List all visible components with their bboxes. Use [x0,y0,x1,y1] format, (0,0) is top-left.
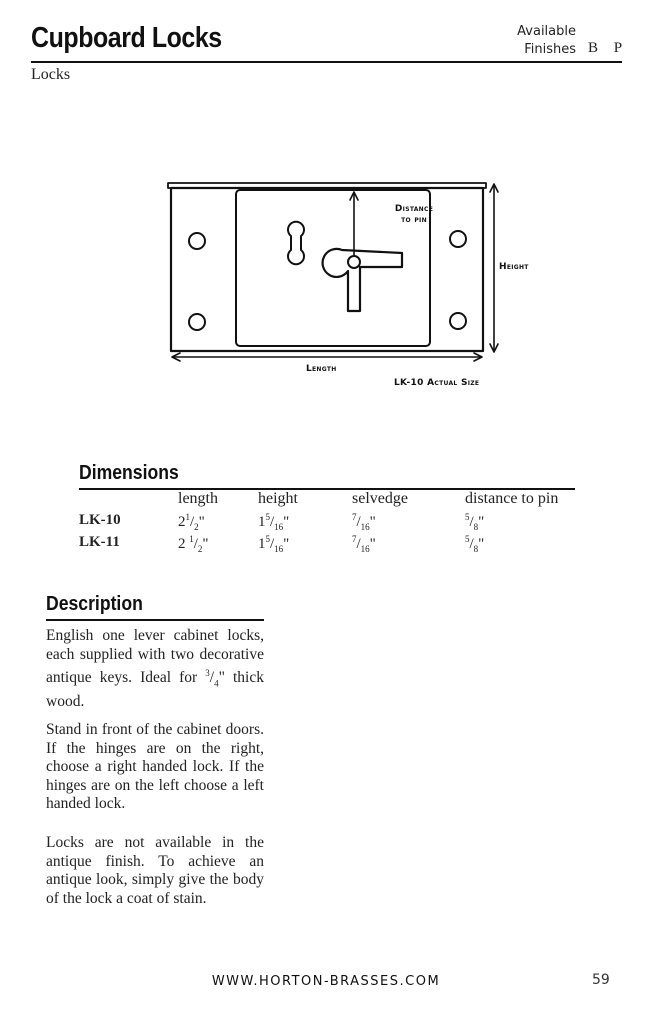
distance-label-line1: Distance [394,204,434,214]
description-rule [46,619,264,621]
finishes-label-line1: Available [517,24,576,39]
description-paragraph-1: English one lever cabinet locks, each supplied with two decorative antique keys. Ideal for $^3/_4$" thick wood. [46,627,264,711]
para1-fraction-denominator: 4 [214,678,219,689]
cell-lk11-selvedge: $^7/_{16}$" [352,534,376,554]
available-finishes-label [506,23,576,59]
screw-hole-icon [450,313,466,329]
column-header-selvedge: selvedge [352,490,408,507]
para1-text: English one lever cabinet locks, each supplied with two decorative antique keys. Ideal for [46,627,264,687]
cell-lk10-length: $2^1/_2$" [178,512,205,532]
cell-lk10-distance: $^5/_8$" [465,512,485,532]
screw-hole-icon [189,233,205,249]
length-label: Length [306,364,337,374]
description-paragraph-2: Stand in front of the cabinet doors. If the hinges are on the right, choose a right handed lock. If the hinges are on the left choose a left handed lock. [46,721,264,813]
column-header-height: height [258,490,298,507]
cell-lk10-selvedge: $^7/_{16}$" [352,512,376,532]
page-number: 59 [592,972,610,988]
lock-diagram [160,176,520,366]
finish-codes: B P [588,40,629,56]
para1-fraction-numerator: 3 [205,668,210,679]
height-label: Height [499,262,529,272]
para1-tail: thick wood. [46,669,264,711]
column-header-length: length [178,490,218,507]
keyhole-icon [288,222,304,264]
header-rule [31,61,622,63]
distance-to-pin-label [374,204,454,226]
cell-lk11-height: $1^5/_{16}$" [258,534,290,554]
column-header-distance: distance to pin [465,490,559,507]
dimensions-heading: Dimensions [79,462,179,484]
page-title: Cupboard Locks [31,22,222,54]
description-paragraph-3: Locks are not available in the antique finish. To achieve an antique look, simply give the body of the lock a coat of stain. [46,834,264,907]
pin-icon [348,256,360,268]
distance-label-line2: to pin [401,215,427,225]
footer-website: WWW.HORTON-BRASSES.COM [211,974,441,989]
category-subtitle: Locks [31,66,71,83]
description-heading: Description [46,593,143,615]
cell-lk10-height: $1^5/_{16}$" [258,512,290,532]
row-name-lk10: LK-10 [79,512,121,528]
row-name-lk11: LK-11 [79,534,120,550]
cell-lk11-distance: $^5/_8$" [465,534,485,554]
finishes-label-line2: Finishes [524,42,576,57]
lever-bolt [323,249,402,311]
cell-lk11-length: 2 $^1/_2$" [178,534,209,554]
screw-hole-icon [189,314,205,330]
actual-size-label: LK-10 Actual Size [394,378,480,388]
screw-hole-icon [450,231,466,247]
